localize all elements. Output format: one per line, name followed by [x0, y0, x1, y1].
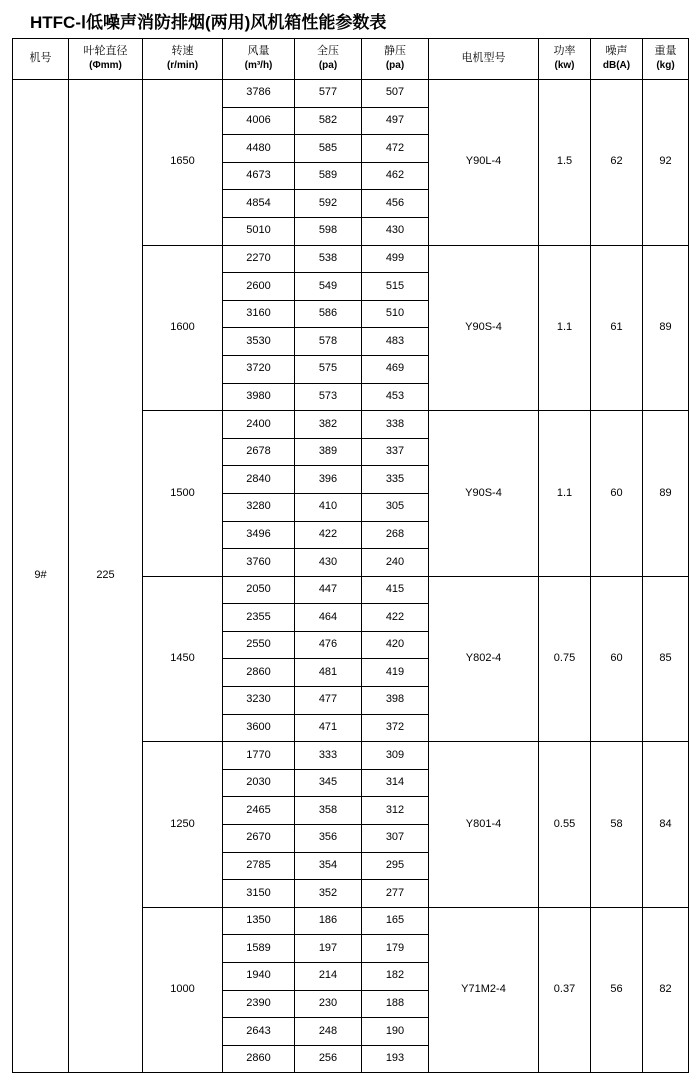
- cell-static-pressure: 314: [362, 769, 429, 797]
- cell-full-pressure: 578: [295, 328, 362, 356]
- cell-flow: 2670: [223, 825, 295, 853]
- cell-static-pressure: 188: [362, 990, 429, 1018]
- cell-full-pressure: 197: [295, 935, 362, 963]
- cell-flow: 4480: [223, 135, 295, 163]
- cell-flow: 3230: [223, 687, 295, 715]
- header-label: 全压: [317, 45, 339, 58]
- cell-static-pressure: 372: [362, 714, 429, 742]
- cell-full-pressure: 248: [295, 1018, 362, 1046]
- cell-full-pressure: 577: [295, 80, 362, 108]
- cell-speed: 1650: [143, 80, 223, 246]
- cell-flow: 2643: [223, 1018, 295, 1046]
- cell-flow: 2390: [223, 990, 295, 1018]
- cell-static-pressure: 295: [362, 852, 429, 880]
- cell-full-pressure: 230: [295, 990, 362, 1018]
- cell-static-pressure: 510: [362, 300, 429, 328]
- header-motor-model: [429, 39, 539, 80]
- cell-full-pressure: 589: [295, 162, 362, 190]
- cell-noise: 61: [591, 245, 643, 411]
- cell-full-pressure: 345: [295, 769, 362, 797]
- cell-motor-model: Y90S-4: [429, 411, 539, 577]
- cell-static-pressure: 420: [362, 631, 429, 659]
- header-machine-no: [13, 39, 69, 80]
- cell-flow: 3496: [223, 521, 295, 549]
- cell-flow: 2400: [223, 411, 295, 439]
- cell-weight: 82: [643, 907, 689, 1073]
- cell-weight: 85: [643, 576, 689, 742]
- table-header: [13, 39, 689, 80]
- cell-static-pressure: 309: [362, 742, 429, 770]
- cell-full-pressure: 585: [295, 135, 362, 163]
- cell-full-pressure: 477: [295, 687, 362, 715]
- cell-full-pressure: 538: [295, 245, 362, 273]
- header-flow: [223, 39, 295, 80]
- cell-static-pressure: 462: [362, 162, 429, 190]
- cell-full-pressure: 422: [295, 521, 362, 549]
- header-noise: [591, 39, 643, 80]
- cell-flow: 2678: [223, 438, 295, 466]
- cell-full-pressure: 598: [295, 217, 362, 245]
- cell-static-pressure: 240: [362, 549, 429, 577]
- cell-full-pressure: 464: [295, 604, 362, 632]
- cell-full-pressure: 430: [295, 549, 362, 577]
- cell-flow: 2840: [223, 466, 295, 494]
- cell-full-pressure: 586: [295, 300, 362, 328]
- header-label: 静压: [384, 45, 406, 58]
- cell-static-pressure: 507: [362, 80, 429, 108]
- cell-static-pressure: 193: [362, 1045, 429, 1073]
- cell-static-pressure: 179: [362, 935, 429, 963]
- cell-weight: 92: [643, 80, 689, 246]
- cell-flow: 1589: [223, 935, 295, 963]
- cell-flow: 2550: [223, 631, 295, 659]
- cell-full-pressure: 582: [295, 107, 362, 135]
- cell-full-pressure: 573: [295, 383, 362, 411]
- cell-motor-model: Y802-4: [429, 576, 539, 742]
- cell-power: 1.5: [539, 80, 591, 246]
- cell-noise: 56: [591, 907, 643, 1073]
- header-full-pressure: [295, 39, 362, 80]
- cell-flow: 2050: [223, 576, 295, 604]
- cell-static-pressure: 190: [362, 1018, 429, 1046]
- cell-static-pressure: 307: [362, 825, 429, 853]
- cell-static-pressure: 268: [362, 521, 429, 549]
- cell-noise: 62: [591, 80, 643, 246]
- cell-noise: 60: [591, 411, 643, 577]
- cell-static-pressure: 497: [362, 107, 429, 135]
- header-unit: (pa): [318, 60, 338, 72]
- header-unit: (r/min): [166, 60, 199, 72]
- cell-weight: 89: [643, 245, 689, 411]
- cell-full-pressure: 549: [295, 273, 362, 301]
- header-power: [539, 39, 591, 80]
- cell-static-pressure: 182: [362, 963, 429, 991]
- cell-full-pressure: 358: [295, 797, 362, 825]
- header-label: 功率: [553, 45, 576, 58]
- page-title: HTFC-Ⅰ低噪声消防排烟(两用)风机箱性能参数表: [30, 13, 387, 32]
- cell-speed: 1000: [143, 907, 223, 1073]
- header-unit: (kw): [554, 60, 575, 72]
- cell-full-pressure: 214: [295, 963, 362, 991]
- cell-full-pressure: 356: [295, 825, 362, 853]
- cell-flow: 3160: [223, 300, 295, 328]
- table-header-row: [13, 39, 689, 80]
- cell-weight: 84: [643, 742, 689, 908]
- cell-flow: 2355: [223, 604, 295, 632]
- cell-full-pressure: 382: [295, 411, 362, 439]
- cell-power: 1.1: [539, 245, 591, 411]
- header-label: 机号: [29, 51, 52, 64]
- header-label: 风量: [247, 45, 270, 58]
- cell-full-pressure: 256: [295, 1045, 362, 1073]
- cell-power: 1.1: [539, 411, 591, 577]
- cell-speed: 1500: [143, 411, 223, 577]
- cell-weight: 89: [643, 411, 689, 577]
- cell-noise: 60: [591, 576, 643, 742]
- cell-full-pressure: 471: [295, 714, 362, 742]
- cell-motor-model: Y90L-4: [429, 80, 539, 246]
- header-label: 噪声: [605, 45, 628, 58]
- header-weight: [643, 39, 689, 80]
- cell-full-pressure: 396: [295, 466, 362, 494]
- cell-machine-no: 9#: [13, 80, 69, 1073]
- cell-flow: 2465: [223, 797, 295, 825]
- cell-static-pressure: 430: [362, 217, 429, 245]
- cell-static-pressure: 419: [362, 659, 429, 687]
- header-unit: (m³/h): [244, 60, 273, 72]
- cell-flow: 4854: [223, 190, 295, 218]
- cell-flow: 3786: [223, 80, 295, 108]
- cell-flow: 1940: [223, 963, 295, 991]
- cell-flow: 1770: [223, 742, 295, 770]
- header-impeller-diameter: [69, 39, 143, 80]
- cell-full-pressure: 389: [295, 438, 362, 466]
- header-label: 重量: [654, 45, 677, 58]
- header-label: 转速: [171, 45, 194, 58]
- cell-static-pressure: 165: [362, 907, 429, 935]
- header-speed: [143, 39, 223, 80]
- header-label: 电机型号: [461, 51, 506, 64]
- cell-flow: 3150: [223, 880, 295, 908]
- cell-static-pressure: 398: [362, 687, 429, 715]
- cell-flow: 2860: [223, 1045, 295, 1073]
- header-unit: (Φmm): [89, 60, 122, 72]
- cell-full-pressure: 592: [295, 190, 362, 218]
- cell-static-pressure: 472: [362, 135, 429, 163]
- cell-motor-model: Y90S-4: [429, 245, 539, 411]
- header-static-pressure: [362, 39, 429, 80]
- cell-static-pressure: 515: [362, 273, 429, 301]
- cell-static-pressure: 305: [362, 493, 429, 521]
- cell-flow: 4673: [223, 162, 295, 190]
- cell-flow: 3720: [223, 355, 295, 383]
- cell-speed: 1450: [143, 576, 223, 742]
- header-label: 叶轮直径: [83, 45, 128, 58]
- cell-flow: 3600: [223, 714, 295, 742]
- cell-full-pressure: 476: [295, 631, 362, 659]
- cell-static-pressure: 483: [362, 328, 429, 356]
- cell-speed: 1600: [143, 245, 223, 411]
- cell-impeller-diameter: 225: [69, 80, 143, 1073]
- cell-full-pressure: 410: [295, 493, 362, 521]
- cell-flow: 2860: [223, 659, 295, 687]
- cell-power: 0.75: [539, 576, 591, 742]
- cell-full-pressure: 333: [295, 742, 362, 770]
- cell-static-pressure: 456: [362, 190, 429, 218]
- cell-power: 0.55: [539, 742, 591, 908]
- cell-static-pressure: 337: [362, 438, 429, 466]
- cell-flow: 2030: [223, 769, 295, 797]
- cell-static-pressure: 338: [362, 411, 429, 439]
- performance-parameter-table: [12, 38, 689, 1073]
- table-row: [13, 80, 689, 108]
- cell-speed: 1250: [143, 742, 223, 908]
- header-unit: dB(A): [602, 60, 631, 72]
- table-body: [13, 80, 689, 1073]
- cell-flow: 3760: [223, 549, 295, 577]
- cell-full-pressure: 447: [295, 576, 362, 604]
- cell-full-pressure: 481: [295, 659, 362, 687]
- cell-static-pressure: 422: [362, 604, 429, 632]
- cell-static-pressure: 415: [362, 576, 429, 604]
- cell-static-pressure: 499: [362, 245, 429, 273]
- cell-full-pressure: 575: [295, 355, 362, 383]
- cell-flow: 1350: [223, 907, 295, 935]
- cell-full-pressure: 186: [295, 907, 362, 935]
- cell-full-pressure: 354: [295, 852, 362, 880]
- header-unit: (pa): [385, 60, 405, 72]
- cell-flow: 2270: [223, 245, 295, 273]
- cell-static-pressure: 453: [362, 383, 429, 411]
- cell-noise: 58: [591, 742, 643, 908]
- cell-static-pressure: 335: [362, 466, 429, 494]
- cell-full-pressure: 352: [295, 880, 362, 908]
- cell-static-pressure: 277: [362, 880, 429, 908]
- cell-flow: 2785: [223, 852, 295, 880]
- cell-motor-model: Y801-4: [429, 742, 539, 908]
- cell-flow: 4006: [223, 107, 295, 135]
- cell-flow: 3280: [223, 493, 295, 521]
- cell-flow: 3980: [223, 383, 295, 411]
- cell-flow: 2600: [223, 273, 295, 301]
- header-unit: (kg): [656, 60, 675, 72]
- cell-power: 0.37: [539, 907, 591, 1073]
- cell-static-pressure: 312: [362, 797, 429, 825]
- cell-flow: 3530: [223, 328, 295, 356]
- cell-motor-model: Y71M2-4: [429, 907, 539, 1073]
- cell-flow: 5010: [223, 217, 295, 245]
- cell-static-pressure: 469: [362, 355, 429, 383]
